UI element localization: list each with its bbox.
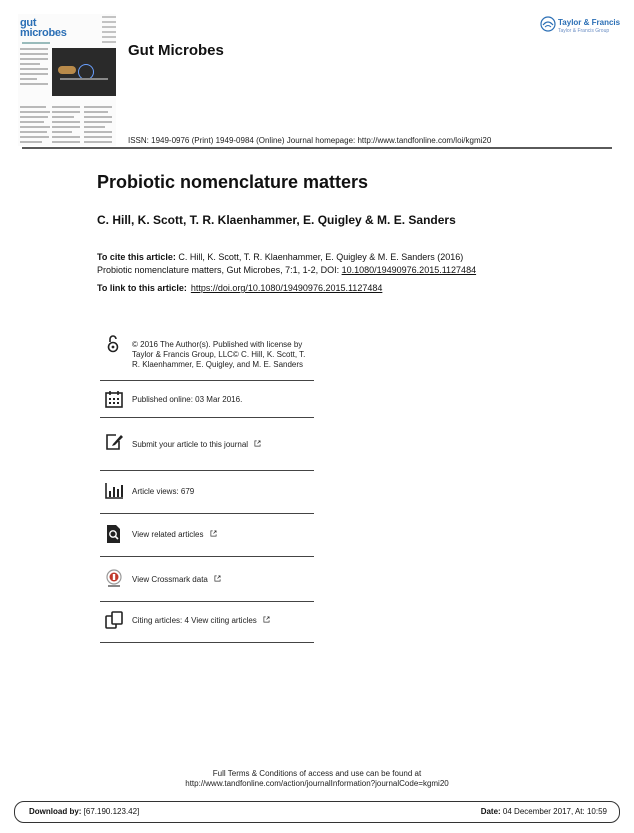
external-link-icon (214, 575, 221, 582)
publisher-name: Taylor & Francis Taylor & Francis Group (558, 18, 621, 34)
published-row (100, 381, 314, 418)
publisher-subname: Taylor & Francis Group (558, 28, 610, 34)
external-link-icon (254, 440, 261, 447)
article-doi-link[interactable]: https://doi.org/10.1080/19490976.2015.1127484 (190, 283, 383, 293)
external-link-icon (263, 616, 270, 623)
citation-label: To cite this article: (97, 252, 176, 262)
publisher-logo-icon (540, 16, 556, 32)
link-label: To link to this article: (97, 283, 187, 293)
issn-homepage-line[interactable]: ISSN: 1949-0976 (Print) 1949-0984 (Online) Journal homepage: http://www.tandfonline.com/loi/kgmi20 (128, 136, 492, 145)
cover-photo (52, 48, 116, 96)
article-title: Probiotic nomenclature matters (97, 172, 369, 192)
terms-of-use (0, 769, 634, 789)
citation-block (97, 251, 557, 277)
license-text: © 2016 The Author(s). Published with license by Taylor & Francis Group, LLC© C. Hill, K. Scott, T. R. Klaenhammer, E. Quigley, and M. E. Sanders (132, 340, 306, 369)
journal-title: Gut Microbes (128, 42, 224, 59)
citing-articles-row[interactable] (100, 602, 314, 643)
related-articles-row[interactable] (100, 514, 314, 557)
article-views-row (100, 471, 314, 514)
cover-logo: gut microbes (20, 17, 67, 39)
download-info-bar (14, 801, 620, 823)
submit-article-link[interactable]: Submit your article to this journal (132, 440, 261, 450)
crossmark-link[interactable]: View Crossmark data (132, 575, 221, 585)
journal-cover-thumbnail (18, 14, 116, 146)
header-divider (22, 147, 612, 149)
citation-doi-link[interactable]: 10.1080/19490976.2015.1127484 (341, 265, 477, 275)
download-date: Date: 04 December 2017, At: 10:59 (480, 807, 607, 816)
open-access-icon (104, 334, 124, 354)
external-link-icon (210, 530, 217, 537)
submit-article-row[interactable] (100, 418, 314, 471)
article-views: Article views: 679 (132, 487, 195, 496)
crossmark-row[interactable] (100, 557, 314, 602)
article-info-list (100, 330, 314, 643)
related-articles-link[interactable]: View related articles (132, 530, 217, 540)
citing-articles-link[interactable]: Citing articles: 4 View citing articles (132, 616, 270, 626)
search-document-icon (104, 524, 124, 544)
calendar-icon (104, 389, 124, 409)
citing-icon (104, 610, 124, 630)
license-row (100, 330, 314, 381)
article-authors: C. Hill, K. Scott, T. R. Klaenhammer, E. Quigley & M. E. Sanders (97, 213, 456, 227)
citation-authors: C. Hill, K. Scott, T. R. Klaenhammer, E. Quigley & M. E. Sanders (2016) (175, 252, 464, 262)
download-by: Download by: [67.190.123.42] (29, 807, 140, 816)
edit-icon (104, 432, 124, 452)
terms-url[interactable]: http://www.tandfonline.com/action/journalInformation?journalCode=kgmi20 (185, 779, 449, 788)
citation-details: Probiotic nomenclature matters, Gut Microbes, 7:1, 1-2, DOI: (97, 265, 342, 275)
article-link-block (97, 283, 382, 293)
published-date: Published online: 03 Mar 2016. (132, 395, 243, 404)
crossmark-icon (104, 569, 124, 589)
bar-chart-icon (104, 481, 124, 501)
terms-line: Full Terms & Conditions of access and use can be found at (212, 769, 422, 778)
